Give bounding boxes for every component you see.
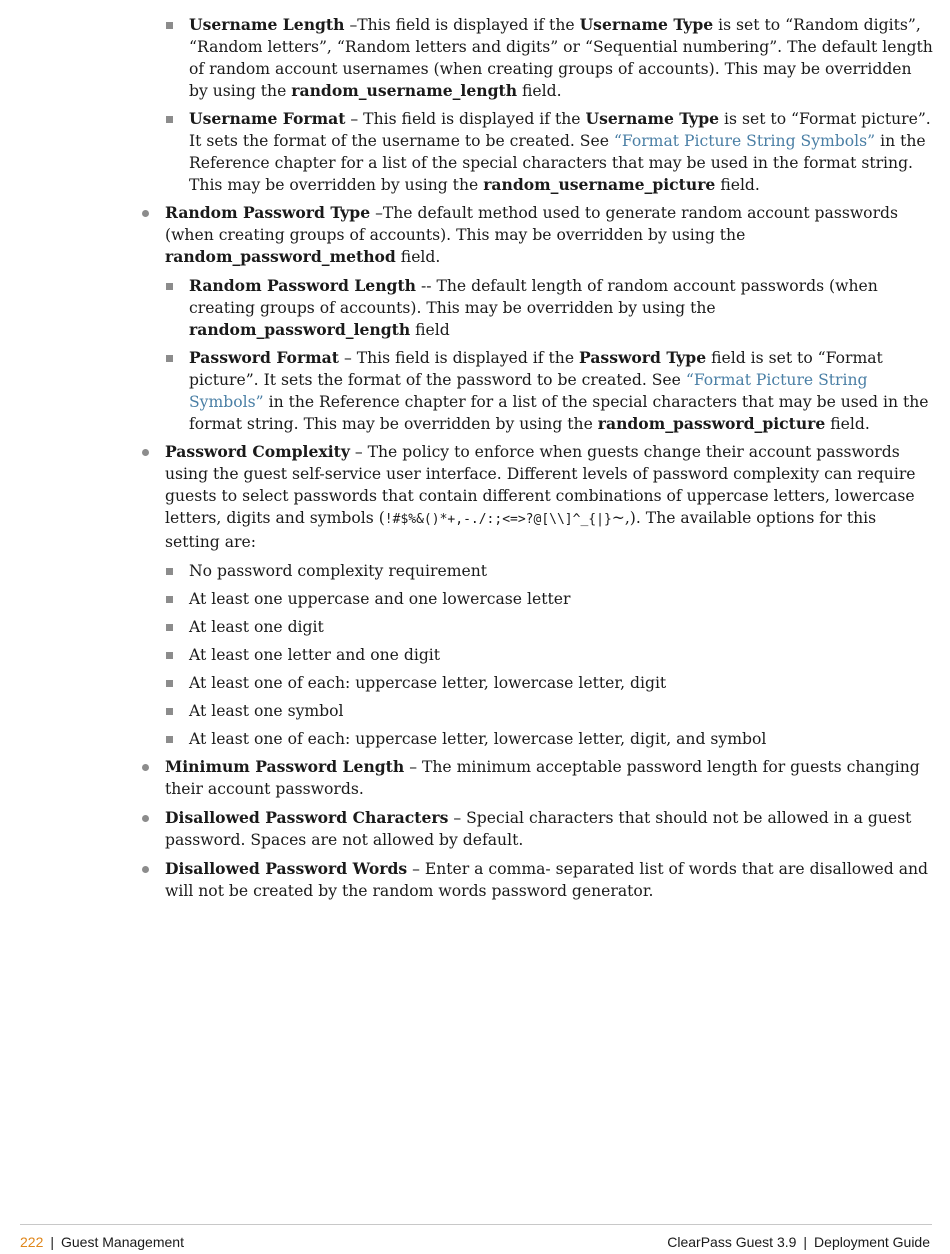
bold-text: Username Type	[579, 15, 714, 34]
sub-bullet-item	[189, 672, 935, 694]
bold-text: random_password_length	[189, 320, 411, 339]
item-text: -- The default length of random account passwords (when creating groups of accounts). This may be overridden by using the	[189, 277, 878, 317]
item-text: ~,). The available options for this setting are:	[165, 509, 877, 551]
bullet-item	[165, 807, 935, 851]
item-text: field	[410, 321, 450, 339]
item-text: At least one letter and one digit	[189, 646, 441, 664]
item-term: Username Format	[189, 109, 346, 128]
item-text: field.	[825, 415, 870, 433]
sub-bullet-item	[189, 728, 935, 750]
item-term: Random Password Type	[165, 203, 371, 222]
sub-bullet-item	[189, 616, 935, 638]
footer-left	[20, 1234, 184, 1250]
sub-bullet-item	[189, 588, 935, 610]
item-term: Username Length	[189, 15, 345, 34]
sub-bullet-item	[189, 644, 935, 666]
item-text: is set to “Random digits”, “Random letters”, “Random letters and digits” or “Sequential numbering”. The default length of random account usernames (when creating groups of accounts). This may be overridden by using the	[189, 16, 933, 100]
bullet-item	[165, 202, 935, 268]
guide-name: Deployment Guide	[814, 1234, 930, 1250]
item-text: in the Reference chapter for a list of the special characters that may be used in the format string. This may be overridden by using the	[189, 132, 926, 194]
bold-text: random_password_picture	[597, 414, 826, 433]
item-text: At least one of each: uppercase letter, lowercase letter, digit	[189, 674, 667, 692]
bold-text: Password Type	[579, 348, 707, 367]
item-text: field.	[395, 248, 441, 266]
bullet-item	[165, 441, 935, 553]
bold-text: random_password_method	[165, 247, 396, 266]
footer-separator: |	[803, 1234, 808, 1250]
item-text: field.	[715, 176, 760, 194]
item-term: Minimum Password Length	[165, 757, 405, 776]
bold-text: Username Type	[585, 109, 720, 128]
item-text: At least one of each: uppercase letter, lowercase letter, digit, and symbol	[189, 730, 767, 748]
sub-bullet-item	[189, 700, 935, 722]
sub-bullet-item	[189, 275, 935, 341]
item-text: – The policy to enforce when guests change their account passwords using the guest self-service user interface. Different levels of password complexity can require guests to select passwords that contain different combinations of uppercase letters, lowercase letters, digits and symbols (	[165, 443, 916, 527]
item-text: At least one uppercase and one lowercase letter	[189, 590, 571, 608]
bullet-item	[165, 756, 935, 800]
item-text: –The default method used to generate random account passwords (when creating groups of accounts). This may be overridden by using the	[165, 204, 899, 244]
cross-reference-link[interactable]: “Format Picture String Symbols”	[613, 132, 881, 150]
item-text: field.	[517, 82, 562, 100]
item-text: is set to “Format picture”. It sets the format of the username to be created. See	[189, 110, 931, 150]
item-text: – This field is displayed if the	[345, 110, 586, 128]
item-text: – Enter a comma- separated list of words that are disallowed and will not be created by the random words password generator.	[165, 860, 929, 900]
item-text: – Special characters that should not be allowed in a guest password. Spaces are not allowed by default.	[165, 809, 912, 849]
item-text: – This field is displayed if the	[338, 349, 580, 367]
cross-reference-link[interactable]: “Format Picture String Symbols”	[189, 371, 868, 411]
item-term: Disallowed Password Words	[165, 859, 408, 878]
item-text: –This field is displayed if the	[344, 16, 580, 34]
footer-divider	[20, 1224, 932, 1225]
sub-bullet-item	[189, 14, 935, 102]
product-name: ClearPass Guest 3.9	[667, 1234, 797, 1250]
item-text: in the Reference chapter for a list of the special characters that may be used in the format string. This may be overridden by using the	[189, 393, 929, 433]
bullet-item	[165, 858, 935, 902]
sub-bullet-item	[189, 347, 935, 435]
item-text: – The minimum acceptable password length for guests changing their account passwords.	[165, 758, 920, 798]
sub-bullet-item	[189, 560, 935, 582]
bold-text: random_username_length	[291, 81, 518, 100]
sub-bullet-item	[189, 108, 935, 196]
footer-right	[667, 1234, 930, 1250]
section-name: Guest Management	[61, 1234, 184, 1250]
item-text: At least one symbol	[189, 702, 344, 720]
item-term: Password Format	[189, 348, 339, 367]
bold-text: random_username_picture	[483, 175, 716, 194]
item-text: No password complexity requirement	[189, 562, 488, 580]
item-term: Disallowed Password Characters	[165, 808, 449, 827]
symbol-list: !#$%&()*+,-./:;<=>?@[\\]^_{|}	[384, 512, 612, 527]
item-text: field is set to “Format picture”. It sets the format of the password to be created. See	[189, 349, 883, 389]
footer-separator: |	[50, 1234, 54, 1250]
item-term: Password Complexity	[165, 442, 350, 461]
item-term: Random Password Length	[189, 276, 417, 295]
item-text: At least one digit	[189, 618, 324, 636]
page-number: 222	[20, 1234, 44, 1250]
document-body	[0, 14, 950, 909]
